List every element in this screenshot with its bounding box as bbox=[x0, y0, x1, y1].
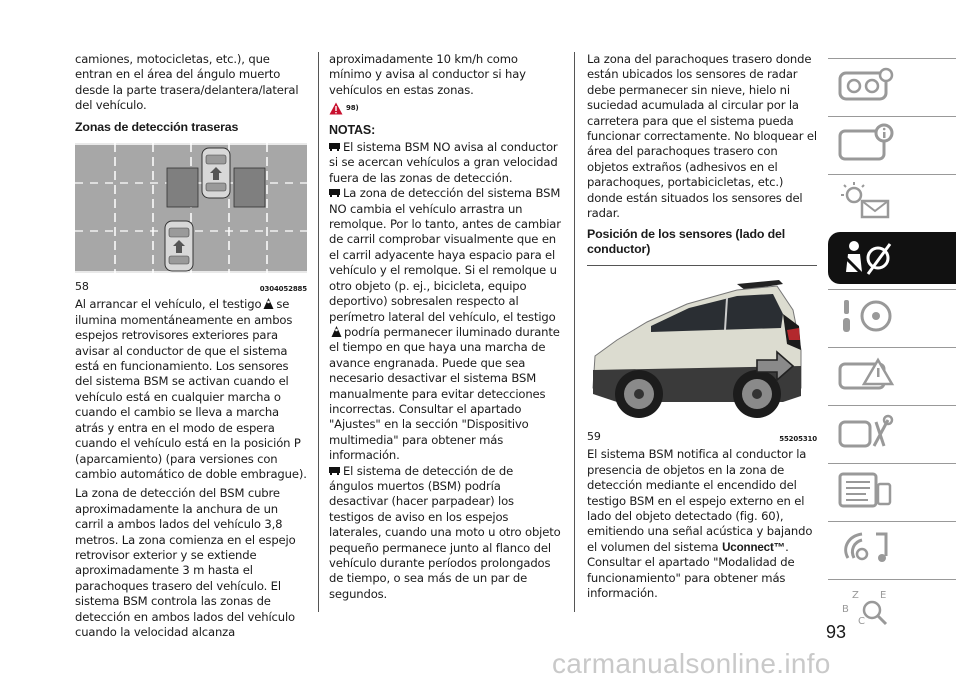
paragraph bbox=[587, 447, 817, 601]
lights-icon bbox=[838, 181, 896, 221]
svg-text:E: E bbox=[880, 590, 887, 601]
safety-icon bbox=[838, 238, 896, 278]
column-2 bbox=[329, 52, 561, 602]
tab-info[interactable] bbox=[828, 116, 956, 169]
warning-icon bbox=[329, 102, 343, 115]
figure-code: 55205310 bbox=[779, 434, 817, 443]
section-heading: Zonas de detección traseras bbox=[75, 119, 239, 134]
svg-text:C: C bbox=[858, 616, 865, 626]
warning-reference bbox=[329, 101, 561, 116]
paragraph-start: Al arrancar el vehículo, el testigo bbox=[75, 297, 262, 312]
paragraph bbox=[75, 297, 307, 482]
section-heading: Posición de los sensores (lado del conductor) bbox=[587, 227, 786, 257]
tab-multimedia[interactable] bbox=[828, 521, 956, 574]
figure-code: 0304052885 bbox=[259, 285, 307, 294]
warning-ref-number: 98) bbox=[346, 104, 359, 113]
tab-tools[interactable] bbox=[828, 405, 956, 458]
column-3 bbox=[587, 52, 817, 601]
chapter-tabs bbox=[828, 58, 956, 637]
detection-zones-diagram bbox=[75, 143, 307, 273]
car-icon bbox=[165, 221, 193, 271]
suv-sensor-photo bbox=[587, 270, 817, 422]
note-item bbox=[329, 464, 561, 603]
note-text: El sistema BSM NO avisa al conductor si se acercan vehículos a gran velocidad fuera de las zonas de detección. bbox=[329, 140, 558, 185]
column-1 bbox=[75, 52, 307, 640]
svg-text:B: B bbox=[842, 604, 849, 615]
tab-dashboard[interactable] bbox=[828, 58, 956, 111]
paragraph-end: se ilumina momentáneamente en ambos espejos retrovisores exteriores para avisar al conductor de que el sistema está en funcionamiento. Los sensores del sistema BSM se activan cuando el vehículo está en cualquier marcha o cuando el cambio se lleva a marcha atrás y entra en el modo de espera cuando el vehículo está en la posición P (aparcamiento) (para versiones con cambio automático de doble embrague). bbox=[75, 297, 307, 481]
paragraph-end: . Consultar el apartado "Modalidad de funcionamiento" para obtener más información. bbox=[587, 539, 795, 600]
car-icon bbox=[202, 148, 230, 198]
note-item bbox=[329, 140, 561, 186]
info-icon bbox=[838, 123, 896, 163]
paragraph: La zona del parachoques trasero donde están ubicados los sensores de radar debe permanecer sin nieve, hielo ni suciedad acumulada al circular por la carretera para que el sistema pueda funcionar correctamente. No bloquear el área del parachoques trasero con objetos extraños (adhesivos en el parachoques, portabicicletas, etc.) donde están situados los sensores del radar. bbox=[587, 52, 817, 221]
watermark: carmanualsonline.info bbox=[552, 648, 831, 679]
index-icon bbox=[838, 586, 896, 626]
page-number: 93 bbox=[826, 622, 847, 642]
figure-caption bbox=[587, 429, 817, 447]
paragraph-start: El sistema BSM notifica al conductor la presencia de objetos en la zona de detección mediante el encendido del testigo BSM en el espejo externo en el lado del objeto detectado (fig. 60), emitiendo una señal acústica y bajando el volumen del sistema bbox=[587, 447, 813, 554]
note-item bbox=[329, 186, 561, 463]
tab-warning[interactable] bbox=[828, 347, 956, 400]
warning-icon bbox=[838, 354, 896, 394]
paragraph: aproximadamente 10 km/h como mínimo y avisa al conductor si hay vehículos en estas zonas. bbox=[329, 52, 526, 97]
figure-caption bbox=[75, 279, 307, 297]
note-bullet-icon bbox=[329, 143, 340, 151]
column-divider bbox=[574, 52, 575, 612]
tab-steering[interactable] bbox=[828, 289, 956, 342]
bsm-indicator-icon bbox=[331, 326, 342, 338]
column-divider bbox=[318, 52, 319, 612]
tab-specs[interactable] bbox=[828, 463, 956, 516]
note-bullet-icon bbox=[329, 189, 340, 197]
note-text: El sistema de detección de de ángulos muertos (BSM) podría desactivar (hacer parpadear) los testigos de aviso en los espejos laterales, cuando una moto u otro objeto pequeño permanece junto al flanco del vehículo durante períodos prolongados de tiempo, o sea más de un par de segundos. bbox=[329, 463, 561, 601]
dashboard-icon bbox=[838, 65, 896, 105]
figure-number: 59 bbox=[587, 429, 601, 443]
figure-58-detection-zones bbox=[75, 143, 307, 298]
brand-name: Uconnect™ bbox=[722, 540, 786, 554]
bsm-indicator-icon bbox=[263, 298, 274, 310]
note-text-end: podría permanecer iluminado durante el tiempo en que haya una marcha de avance engranada. Puede que sea necesario desactivar el sistema BSM manualmente para evitar detecciones incorrectas. Consultar el apartado "Ajustes" en la sección "Dispositivo multimedia" para obtener más información. bbox=[329, 324, 560, 463]
svg-text:Z: Z bbox=[852, 590, 859, 601]
specs-icon bbox=[838, 470, 896, 510]
tab-index[interactable] bbox=[828, 579, 956, 632]
note-bullet-icon bbox=[329, 467, 340, 475]
tab-safety[interactable] bbox=[828, 232, 956, 284]
tab-lights[interactable] bbox=[828, 174, 956, 227]
tools-icon bbox=[838, 412, 896, 452]
note-text-start: La zona de detección del sistema BSM NO cambia el vehículo arrastra un remolque. Por lo tanto, antes de cambiar de carril comprobar visualmente que en el carril adyacente haya espacio para el vehículo y el remolque. Si el remolque u otro objeto (p. ej., bicicleta, equipo deportivo) sobresalen respecto al perímetro lateral del vehículo, el testigo bbox=[329, 186, 561, 324]
multimedia-icon bbox=[838, 528, 896, 568]
paragraph: La zona de detección del BSM cubre aproximadamente la anchura de un carril a ambos lados del vehículo 3,8 metros. La zona comienza en el espejo retrovisor exterior y se extiende aproximadamente 3 m hasta el parachoques trasero del vehículo. El sistema BSM controla las zonas de detección en ambos lados del vehículo cuando la velocidad alcanza bbox=[75, 486, 296, 639]
figure-59-sensor-position bbox=[587, 265, 817, 447]
notes-title: NOTAS: bbox=[329, 122, 376, 137]
figure-number: 58 bbox=[75, 280, 89, 294]
paragraph: camiones, motocicletas, etc.), que entran en el área del ángulo muerto desde la parte trasera/delantera/lateral del vehículo. bbox=[75, 52, 299, 113]
steering-icon bbox=[838, 296, 896, 336]
